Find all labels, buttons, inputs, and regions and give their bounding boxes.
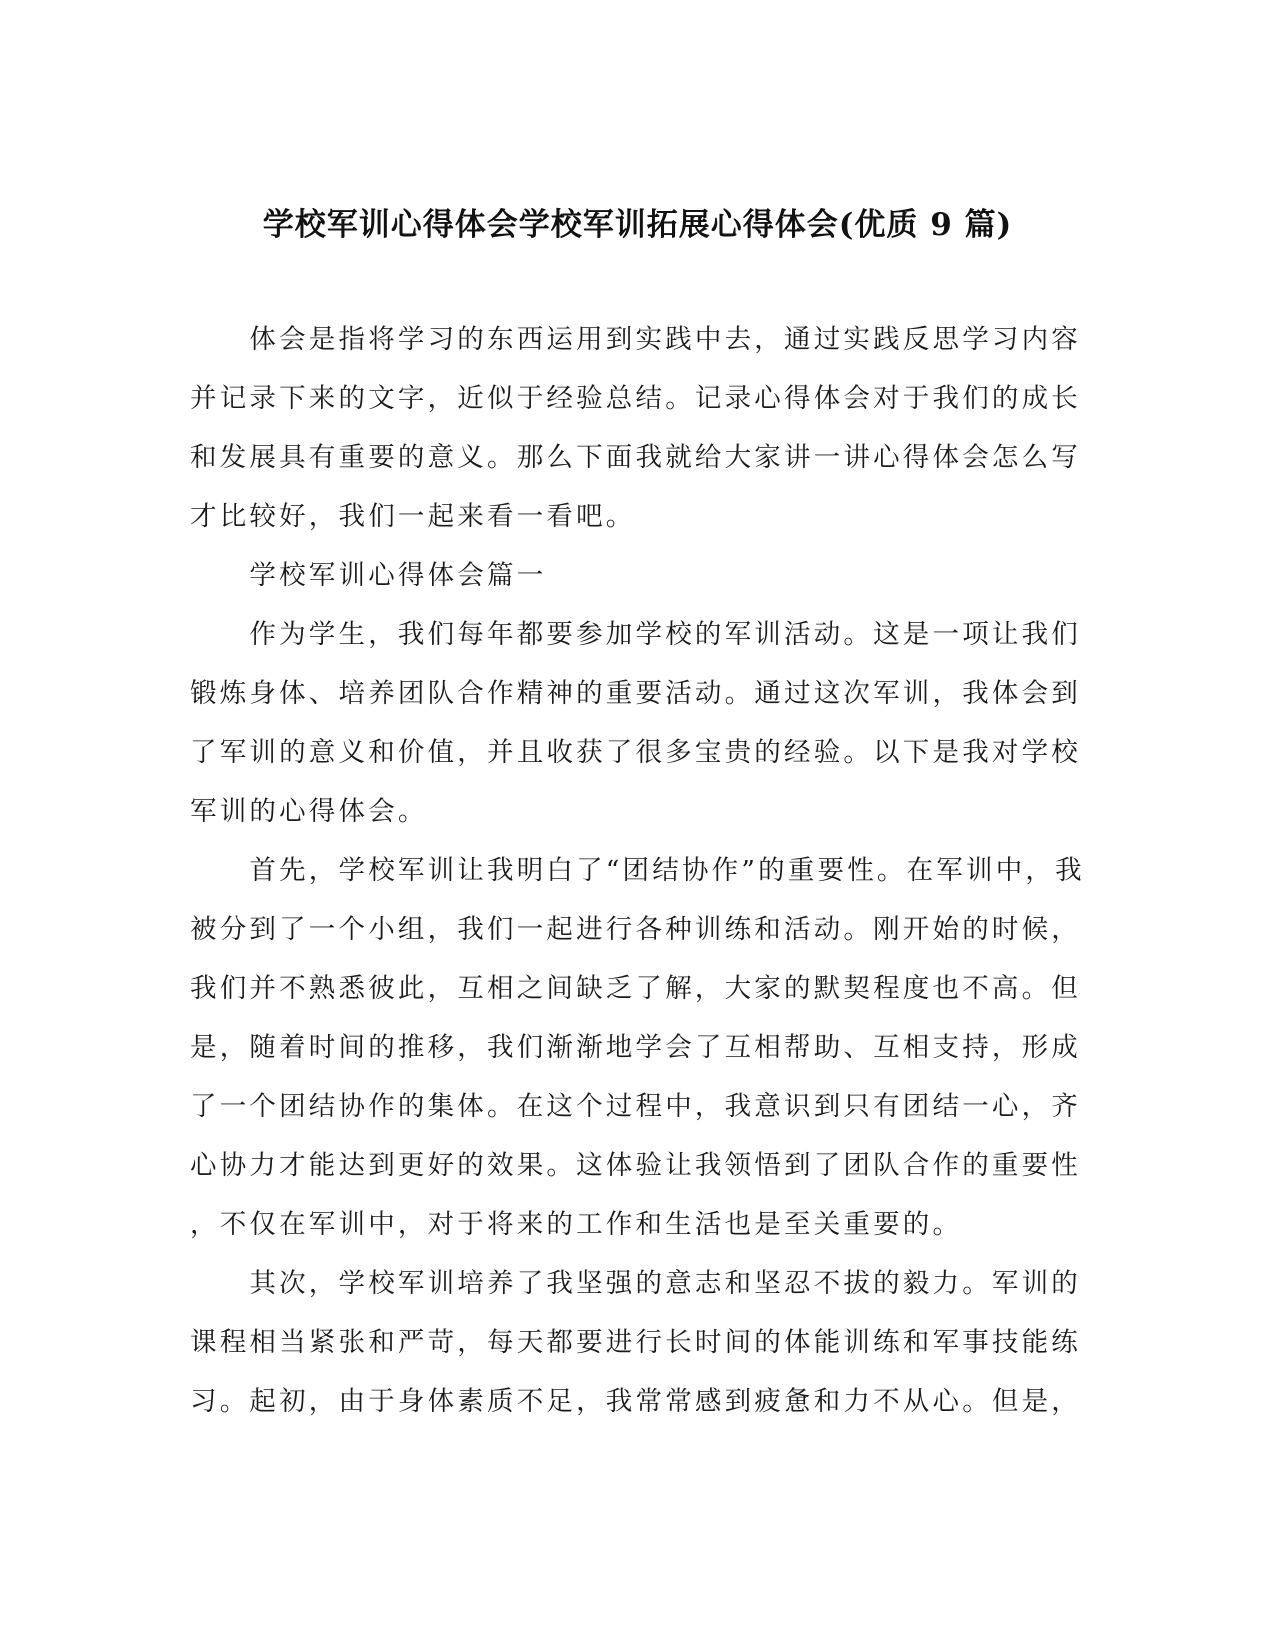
text-line: 才比较好，我们一起来看一看吧。 [190,501,636,532]
text-line: 是，随着时间的推移，我们渐渐地学会了互相帮助、互相支持，形成 [190,1032,1081,1063]
text-line: 被分到了一个小组，我们一起进行各种训练和活动。刚开始的时候， [190,914,1081,945]
body-text [190,310,1085,1431]
text-line: 和发展具有重要的意义。那么下面我就给大家讲一讲心得体会怎么写 [190,442,1081,473]
text-line: 我们并不熟悉彼此，互相之间缺乏了解，大家的默契程度也不高。但 [190,973,1081,1004]
text-line: 锻炼身体、培养团队合作精神的重要活动。通过这次军训，我体会到 [190,678,1081,709]
text-line: 了一个团结协作的集体。在这个过程中，我意识到只有团结一心，齐 [190,1091,1081,1122]
text-line: 其次，学校军训培养了我坚强的意志和坚忍不拔的毅力。军训的 [190,1268,1081,1299]
document-title: 学校军训心得体会学校军训拓展心得体会(优质 9 篇) [262,207,1013,243]
text-line: 课程相当紧张和严苛，每天都要进行长时间的体能训练和军事技能练 [190,1327,1081,1358]
text-line: 体会是指将学习的东西运用到实践中去，通过实践反思学习内容 [190,324,1081,355]
section-heading: 学校军训心得体会篇一 [190,560,547,591]
text-line: 首先，学校军训让我明白了“团结协作”的重要性。在军训中，我 [190,855,1085,886]
text-line: ，不仅在军训中，对于将来的工作和生活也是至关重要的。 [190,1209,963,1240]
text-line: 作为学生，我们每年都要参加学校的军训活动。这是一项让我们 [190,619,1081,650]
text-line: 了军训的意义和价值，并且收获了很多宝贵的经验。以下是我对学校 [190,737,1081,768]
text-line: 军训的心得体会。 [190,796,428,827]
text-line: 并记录下来的文字，近似于经验总结。记录心得体会对于我们的成长 [190,383,1081,414]
text-line: 心协力才能达到更好的效果。这体验让我领悟到了团队合作的重要性 [190,1150,1081,1181]
text-line: 习。起初，由于身体素质不足，我常常感到疲惫和力不从心。但是， [190,1386,1081,1417]
